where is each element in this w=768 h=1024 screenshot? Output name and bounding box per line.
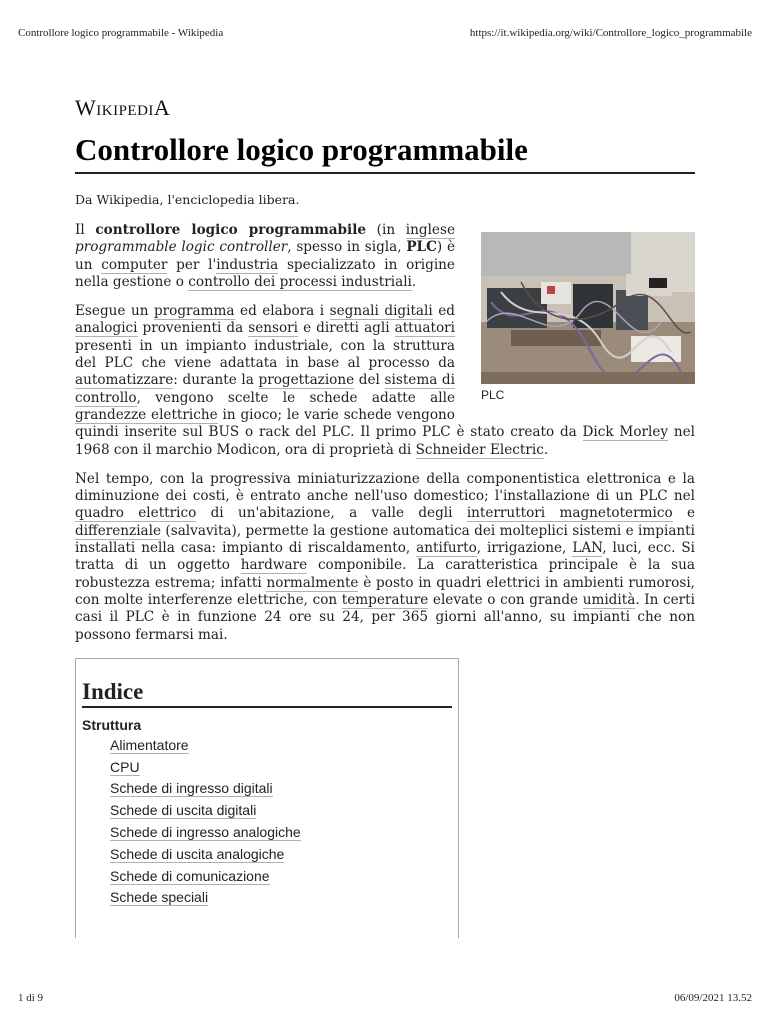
toc-section-struttura[interactable]: Struttura [82, 716, 142, 733]
print-page-number: 1 di 9 [18, 992, 44, 1004]
link-quadro-elettrico[interactable]: quadro elettrico [75, 505, 197, 522]
plc-figure [481, 232, 695, 402]
link-controllo-processi[interactable]: controllo dei processi industriali [188, 273, 412, 290]
link-programma[interactable]: programma [153, 303, 235, 320]
toc-item [110, 844, 452, 866]
toc-item [110, 757, 452, 779]
toc-link-speciali[interactable]: Schede speciali [110, 889, 209, 906]
toc-item [110, 800, 452, 822]
link-sensori[interactable]: sensori [248, 320, 299, 337]
paragraph-domestic: Nel tempo, con la progressiva miniaturizzazione della componentistica elettronica e la diminuzione dei costi, è entrato anche nell'uso domestico; l'installazione di un PLC nel quadro elettrico di un'abitazione, a valle degli interruttori magnetotermico e differenziale (salvavita), permette la gestione automatica dei molteplici sistemi e impianti installati nella casa: impianto di riscaldamento, antifurto, irrigazione, LAN, luci, ecc. Si tratta di un oggetto hardware componibile. La caratteristica principale è la sua robustezza estrema; infatti normalmente è posto in quadri elettrici in ambienti rumorosi, con molte interferenze elettriche, con temperature elevate o con grande umidità. In certi casi il PLC è in funzione 24 ore su 24, per 365 giorni all'anno, su impianti che non possono fermarsi mai. [75, 470, 696, 643]
print-datetime: 06/09/2021 13.52 [674, 992, 752, 1004]
print-page-title: Controllore logico programmabile - Wikipedia [18, 27, 224, 39]
toc-link-uscita-digitali[interactable]: Schede di uscita digitali [110, 802, 257, 819]
link-automatizzare[interactable]: automatizzare [75, 372, 174, 389]
link-segnali-digitali[interactable]: segnali digitali [329, 303, 433, 320]
link-normalmente[interactable]: normalmente [266, 574, 359, 591]
toc-link-ingresso-digitali[interactable]: Schede di ingresso digitali [110, 780, 273, 797]
toc-link-ingresso-analogiche[interactable]: Schede di ingresso analogiche [110, 824, 301, 841]
link-schneider-electric[interactable]: Schneider Electric [415, 441, 544, 458]
paragraph-operation: Esegue un programma ed elabora i segnali digitali ed analogici provenienti da sensori e diretti agli attuatori presenti in un impianto industriale, con la struttura del PLC che viene adattata in base al processo da automatizzare: durante la progettazione del sistema di controllo, vengono scelte le schede adatte alle grandezze elettriche in gioco; le varie schede vengono quindi inserite sul BUS o rack del PLC. Il primo PLC è stato creato da Dick Morley nel 1968 con il marchio Modicon, ora di proprietà di Schneider Electric. [75, 303, 695, 458]
link-antifurto[interactable]: antifurto [416, 540, 477, 557]
link-grandezze-elettriche[interactable]: grandezze elettriche [75, 406, 218, 423]
toc-link-alimentatore[interactable]: Alimentatore [110, 736, 189, 753]
link-industria[interactable]: industria [216, 256, 279, 273]
plc-photo[interactable] [481, 232, 695, 384]
link-progettazione[interactable]: progettazione [258, 372, 355, 389]
print-header [18, 27, 752, 39]
toc-title: Indice [82, 679, 452, 708]
link-analogici[interactable]: analogici [75, 320, 138, 337]
page-title: Controllore logico programmabile [75, 130, 695, 174]
print-footer [18, 992, 752, 1004]
link-sistema-di-controllo[interactable]: sistema di controllo [75, 372, 455, 406]
link-inglese[interactable]: inglese [405, 222, 455, 238]
toc-item [110, 735, 452, 757]
link-lan[interactable]: LAN [572, 540, 603, 557]
link-computer[interactable]: computer [101, 256, 168, 273]
toc-list [82, 735, 452, 909]
toc-item [110, 822, 452, 844]
figure-caption: PLC [481, 388, 505, 402]
print-url: https://it.wikipedia.org/wiki/Controllore_logico_programmabile [469, 27, 752, 39]
article-page [75, 96, 695, 938]
link-umidita[interactable]: umidità [582, 591, 636, 608]
link-differenziale[interactable]: differenziale [75, 522, 162, 539]
wikipedia-wordmark: WikipediA [75, 95, 171, 120]
toc-item [110, 887, 452, 909]
toc-link-uscita-analogiche[interactable]: Schede di uscita analogiche [110, 845, 285, 862]
table-of-contents [75, 658, 459, 938]
link-temperature[interactable]: temperature [341, 591, 429, 608]
link-dick-morley[interactable]: Dick Morley [582, 424, 669, 441]
toc-link-comunicazione[interactable]: Schede di comunicazione [110, 867, 270, 884]
toc-item [110, 866, 452, 888]
link-hardware[interactable]: hardware [240, 557, 308, 574]
link-attuatori[interactable]: attuatori [394, 320, 455, 337]
toc-link-cpu[interactable]: CPU [110, 758, 140, 775]
link-interruttori-magnetotermico[interactable]: interruttori magnetotermico [466, 505, 673, 522]
site-tagline: Da Wikipedia, l'enciclopedia libera. [75, 192, 300, 207]
toc-item [110, 778, 452, 800]
paragraph-intro: Il controllore logico programmabile (in inglese programmable logic controller, spesso in sigla, PLC) è un computer per l'industria specializzato in origine nella gestione o controllo dei processi industriali. [75, 222, 456, 290]
